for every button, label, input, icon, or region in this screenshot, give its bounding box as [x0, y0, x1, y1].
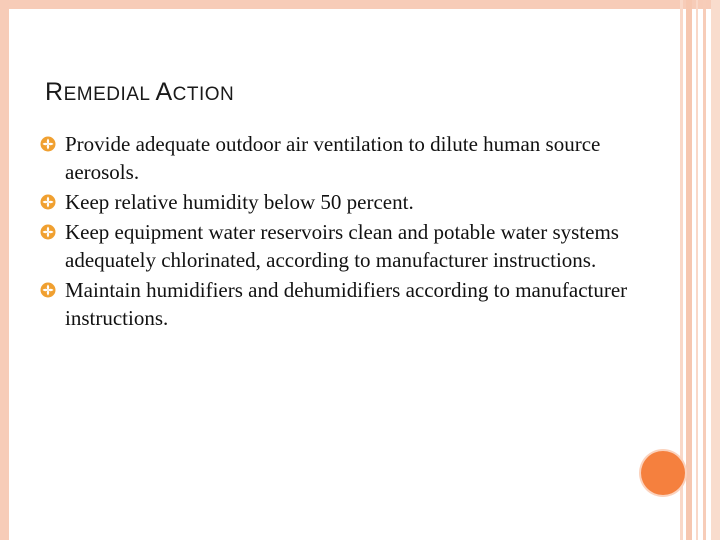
slide-border-top — [0, 0, 720, 9]
decor-stripe — [711, 0, 720, 540]
bullet-text: Keep equipment water reservoirs clean and potable water systems adequately chlorinated, according to manufacturer instructions. — [65, 220, 619, 272]
title-initial: A — [155, 78, 173, 106]
bullet-text: Maintain humidifiers and dehumidifiers according to manufacturer instructions. — [65, 278, 628, 330]
four-leaf-bullet-icon — [40, 224, 56, 240]
four-leaf-bullet-icon — [40, 194, 56, 210]
decor-circle — [641, 451, 685, 495]
title-initial: R — [45, 78, 64, 106]
decor-stripe — [703, 0, 706, 540]
bullet-item — [40, 188, 630, 216]
decor-stripe — [696, 0, 698, 540]
four-leaf-bullet-icon — [40, 136, 56, 152]
four-leaf-bullet-icon — [40, 282, 56, 298]
slide-title — [45, 78, 234, 107]
bullet-text: Provide adequate outdoor air ventilation to dilute human source aerosols. — [65, 132, 601, 184]
title-rest: CTION — [172, 84, 235, 105]
bullet-list — [40, 130, 630, 334]
bullet-text: Keep relative humidity below 50 percent. — [65, 190, 414, 214]
bullet-item — [40, 130, 630, 186]
slide-border-left — [0, 0, 9, 540]
title-rest: EMEDIAL — [63, 84, 151, 105]
bullet-item — [40, 218, 630, 274]
decor-stripe — [686, 0, 692, 540]
bullet-item — [40, 276, 630, 332]
